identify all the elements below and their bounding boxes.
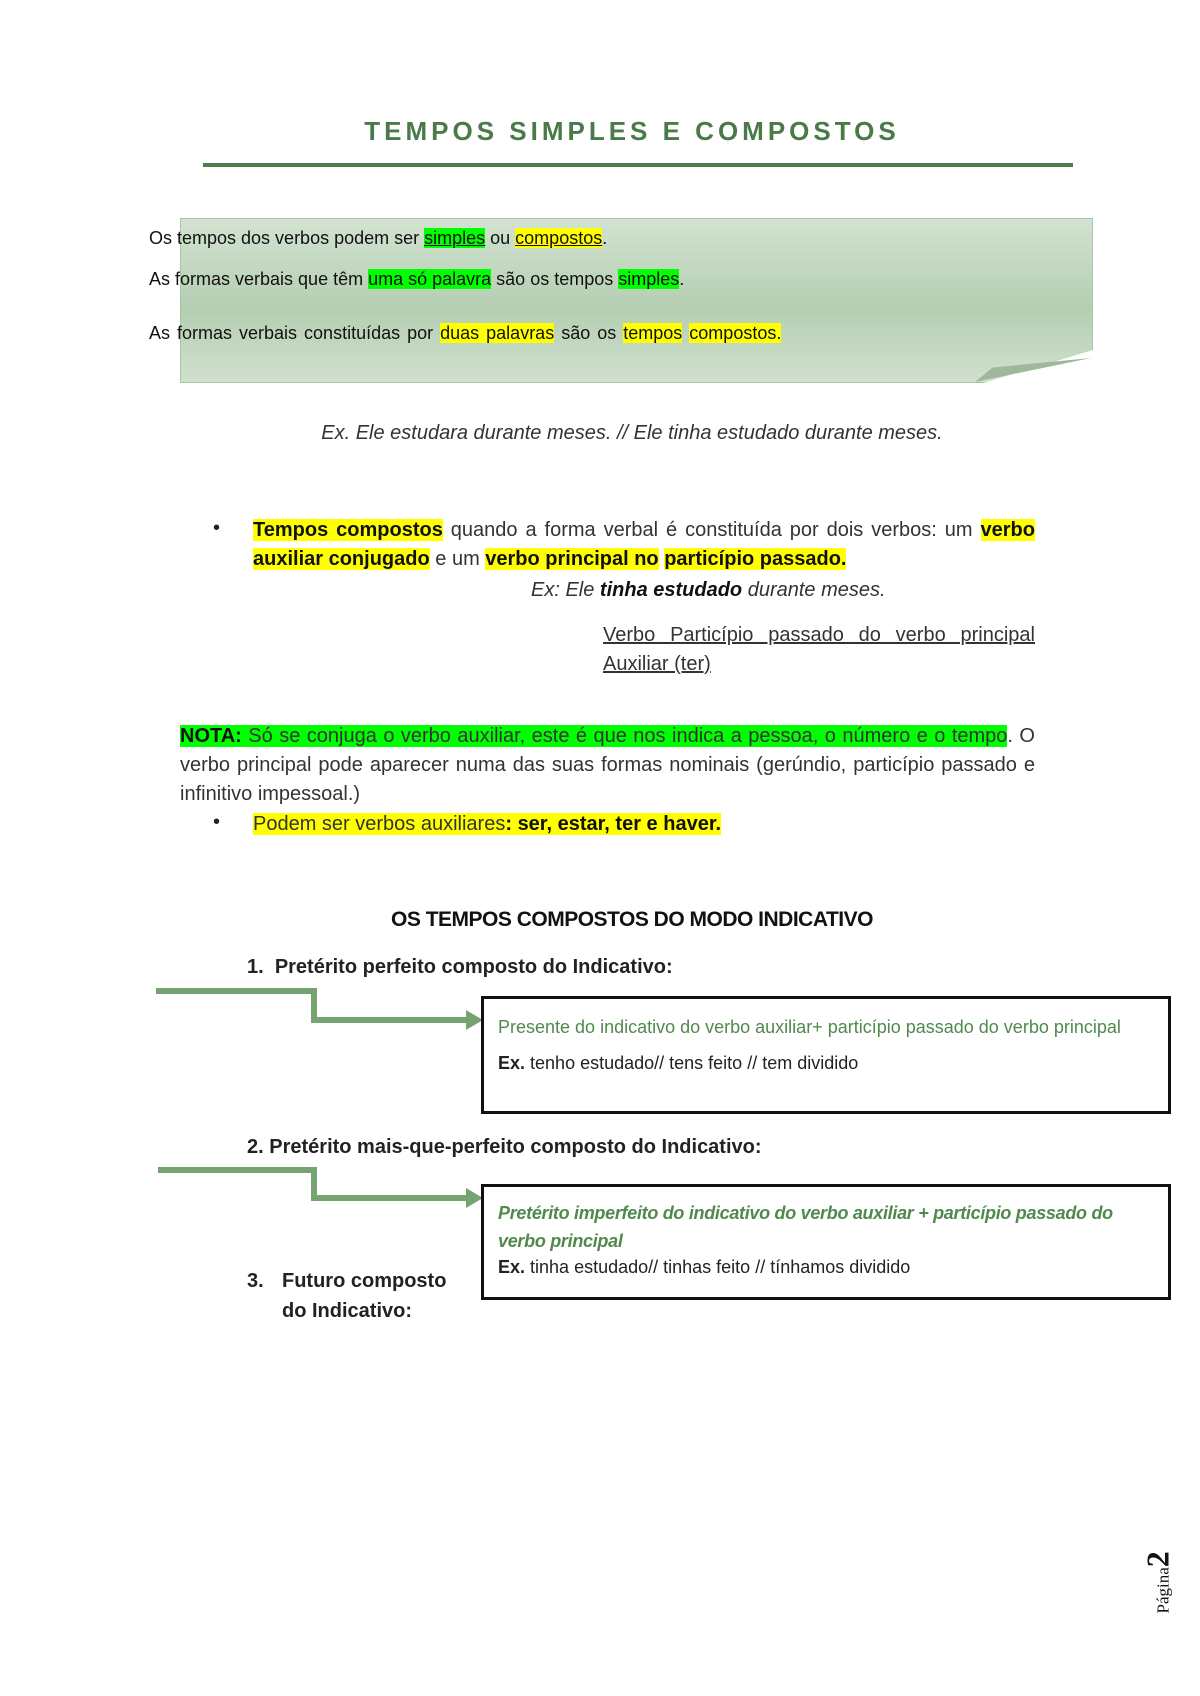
nota-paragraph: [180, 722, 1035, 809]
text: ou: [485, 228, 516, 248]
highlight: Podem ser verbos auxiliares: [253, 813, 506, 835]
text: As formas verbais que têm: [149, 269, 369, 289]
item-1-heading: [247, 956, 673, 979]
item-number: 3.: [247, 1270, 264, 1292]
item-label: Futuro composto do Indicativo:: [282, 1270, 447, 1322]
example-text: tinha estudado// tinhas feito // tínhamos dividido: [525, 1257, 911, 1277]
bullet-icon: •: [213, 517, 221, 539]
annotation-verbs: Verbo Particípio passado do verbo principal Auxiliar (ter): [603, 624, 1035, 675]
nota-label: NOTA:: [180, 725, 242, 747]
item-number: 2.: [247, 1136, 264, 1158]
text: . O verbo principal pode aparecer numa das suas formas nominais (gerúndio, particípio passado e infinitivo impessoal.): [180, 725, 1035, 805]
section-heading: OS TEMPOS COMPOSTOS DO MODO INDICATIVO: [391, 908, 873, 931]
item-label: Pretérito mais-que-perfeito composto do Indicativo:: [269, 1136, 762, 1158]
highlight-compostos: compostos: [515, 228, 603, 248]
example-label: Ex.: [498, 1053, 526, 1073]
highlight: ser, estar, ter e haver.: [517, 813, 722, 835]
bullet-auxiliares: [253, 810, 721, 839]
rule-box-2: [481, 1184, 1171, 1300]
rule-box-1: [481, 996, 1171, 1114]
highlight-simples: simples: [424, 228, 486, 248]
bullet-compostos: [253, 516, 1035, 574]
text: As formas verbais constituídas por: [149, 323, 441, 343]
text: são os: [554, 323, 624, 343]
highlight: particípio passado.: [664, 548, 847, 570]
example-text: tenho estudado// tens feito // tem dividido: [525, 1053, 859, 1073]
highlight: verbo auxiliar conjugado: [253, 519, 1035, 570]
note-line-3: [149, 323, 781, 344]
item-label: Pretérito perfeito composto do Indicativo:: [274, 956, 673, 978]
step-arrow-icon: [150, 1159, 485, 1219]
highlight: tempos: [623, 323, 683, 343]
example-label: Ex.: [498, 1257, 526, 1277]
page-label: Página: [1153, 1567, 1173, 1614]
text: Ex: Ele: [531, 579, 600, 601]
text: quando a forma verbal é constituída por dois verbos: um: [442, 519, 981, 541]
highlight: simples: [618, 269, 680, 289]
step-arrow-icon: [150, 980, 485, 1040]
text: e um: [429, 548, 486, 570]
highlight: compostos.: [689, 323, 782, 343]
note-line-1: [149, 228, 607, 249]
text: são os tempos: [491, 269, 619, 289]
page-title: TEMPOS SIMPLES E COMPOSTOS: [364, 116, 900, 146]
highlight: verbo principal no: [485, 548, 659, 570]
example-tinha-estudado: [531, 576, 886, 605]
highlight: uma só palavra: [368, 269, 492, 289]
text: Os tempos dos verbos podem ser: [149, 228, 425, 248]
text: .: [679, 269, 685, 289]
highlight: duas palavras: [440, 323, 555, 343]
item-2-heading: [247, 1136, 762, 1159]
text: tinha estudado: [599, 579, 743, 601]
page-number: [1138, 1515, 1178, 1614]
text: durante meses.: [742, 579, 886, 601]
item-3-heading: [247, 1266, 467, 1326]
example-sentence: Ex. Ele estudara durante meses. // Ele tinha estudado durante meses.: [321, 422, 943, 444]
title-divider: [203, 163, 1073, 167]
rule-text: Presente do indicativo do verbo auxiliar+ particípio passado do verbo principal: [498, 1017, 1121, 1037]
item-number: 1.: [247, 956, 264, 978]
note-line-2: [149, 269, 684, 290]
rule-text: Pretérito imperfeito do indicativo do verbo auxiliar + particípio passado do verbo principal: [498, 1203, 1113, 1251]
highlight: Tempos compostos: [253, 519, 443, 541]
highlight: número e o tempo: [842, 725, 1008, 747]
highlight: :: [505, 813, 518, 835]
highlight: Só se conjuga o verbo auxiliar, este é que nos indica a pessoa, o: [241, 725, 843, 747]
page-number-value: 2: [1139, 1551, 1176, 1568]
text: .: [602, 228, 608, 248]
bullet-icon: •: [213, 811, 221, 833]
